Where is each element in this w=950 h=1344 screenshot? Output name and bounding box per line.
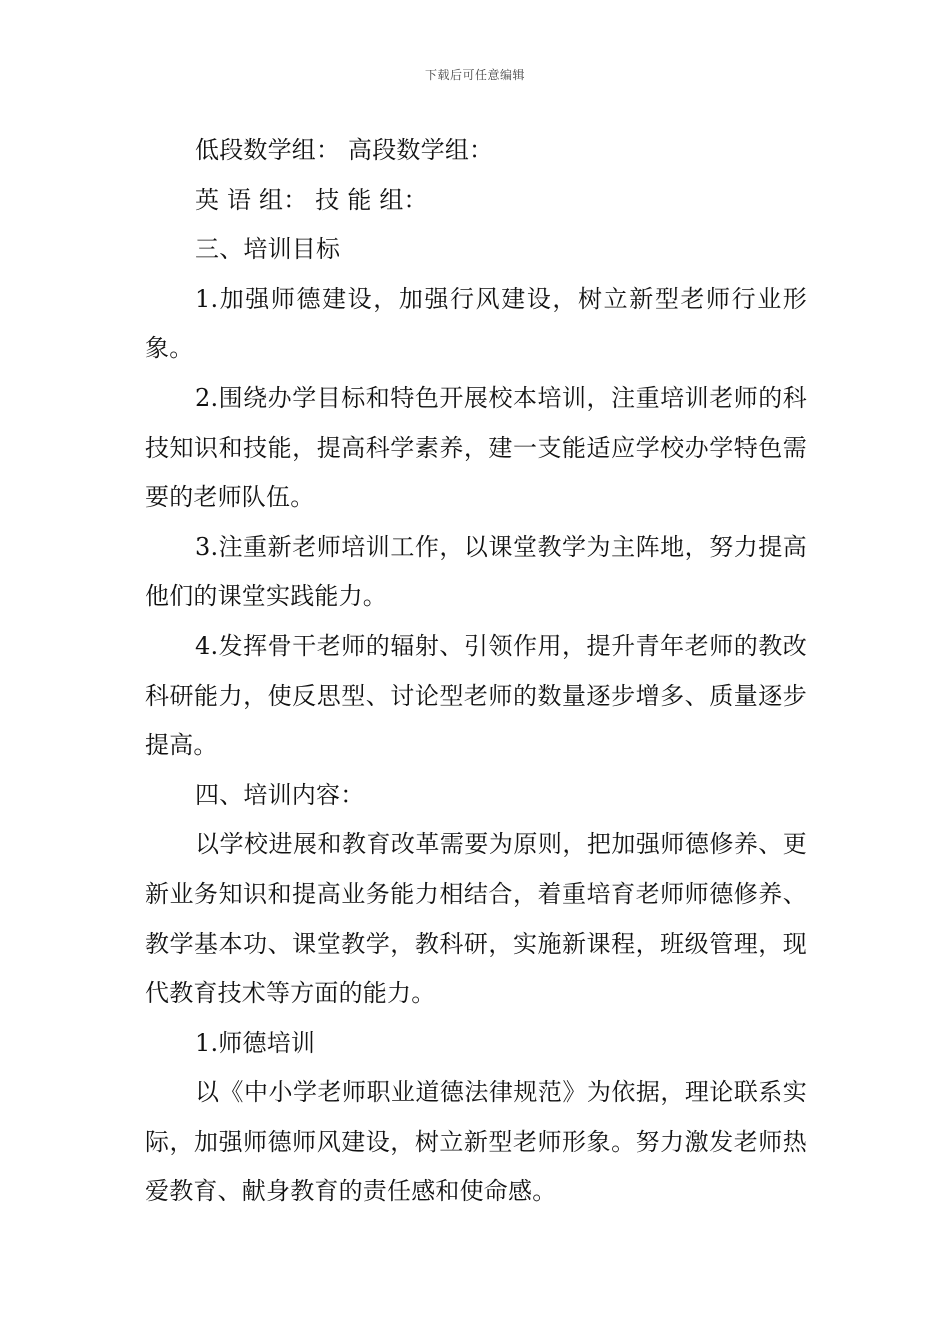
section-heading-training-content: 四、培训内容： — [195, 780, 365, 809]
group-line-math: 低段数学组： 高段数学组： — [195, 136, 494, 164]
training-content-paragraph: 以学校进展和教育改革需要为原则，把加强师德修养、更新业务知识和提高业务能力相结合，着重培育老师师德修养、教学基本功、课堂教学，教科研，实施新课程，班级管理，现代教育技术等方面的能力。 — [145, 830, 807, 1008]
page-header: 下载后可任意编辑 — [424, 68, 525, 82]
goal-item-2: 2.围绕办学目标和特色开展校本培训，注重培训老师的科技知识和技能，提高科学素养，建一支能适应学校办学特色需要的老师队伍。 — [145, 383, 807, 512]
group-line-english-skills: 英 语 组： 技 能 组： — [195, 185, 428, 214]
goal-item-4: 4.发挥骨干老师的辐射、引领作用，提升青年老师的教改科研能力，使反思型、讨论型老师的数量逐步增多、质量逐步提高。 — [145, 631, 807, 760]
goal-item-1: 1.加强师德建设，加强行风建设，树立新型老师行业形象。 — [145, 284, 807, 363]
ethics-training-paragraph: 以《中小学老师职业道德法律规范》为依据，理论联系实际，加强师德师风建设，树立新型老师形象。努力激发老师热爱教育、献身教育的责任感和使命感。 — [145, 1078, 807, 1206]
document-body — [145, 126, 807, 1217]
section-heading-training-goals: 三、培训目标 — [195, 235, 341, 264]
goal-item-3: 3.注重新老师培训工作，以课堂教学为主阵地，努力提高他们的课堂实践能力。 — [145, 532, 807, 611]
subheading-ethics-training: 1.师德培训 — [195, 1028, 316, 1057]
